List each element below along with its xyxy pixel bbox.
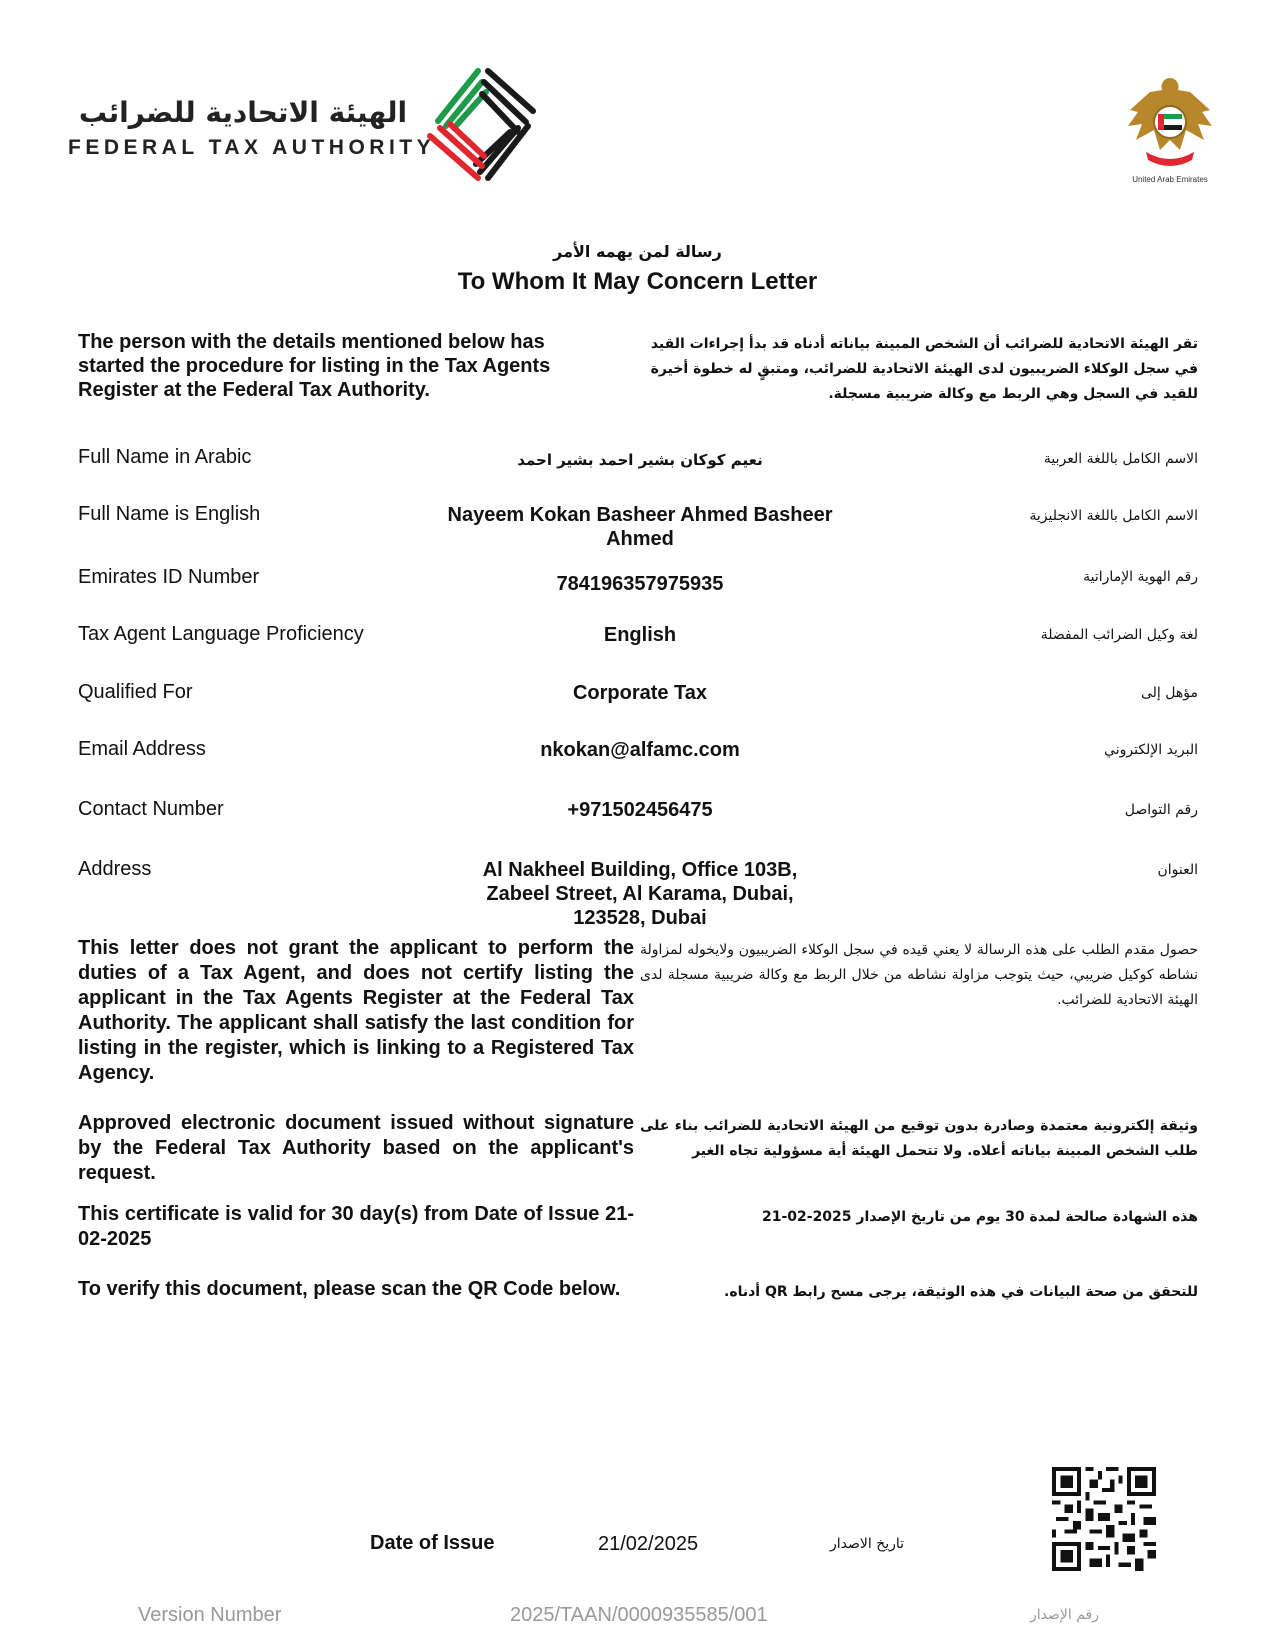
field-value-email: nkokan@alfamc.com xyxy=(540,739,740,761)
date-of-issue-label: Date of Issue xyxy=(370,1532,495,1554)
fta-star-logo-icon xyxy=(418,66,548,186)
field-label-address-ar: العنوان xyxy=(1157,862,1198,878)
validity-text-en: This certificate is valid for 30 day(s) from Date of Issue 21-02-2025 xyxy=(78,1203,634,1250)
uae-emblem xyxy=(1110,70,1230,200)
field-label-email: Email Address xyxy=(78,738,206,760)
version-number-label-ar: رقم الإصدار xyxy=(1030,1607,1099,1623)
field-label-language-ar: لغة وكيل الضرائب المفضلة xyxy=(1040,627,1198,643)
approved-text-en: Approved electronic document issued without signature by the Federal Tax Authority based on the applicant's request. xyxy=(78,1112,634,1184)
version-number-value: 2025/TAAN/0000935585/001 xyxy=(510,1604,768,1626)
field-value-name-en: Nayeem Kokan Basheer Ahmed Basheer Ahmed xyxy=(447,504,833,550)
field-value-address: Al Nakheel Building, Office 103B, Zabeel Street, Al Karama, Dubai, 123528, Dubai xyxy=(482,859,798,929)
verify-text-ar: للتحقق من صحة البيانات في هذه الوثيقة، يرجى مسح رابط QR أدناه. xyxy=(724,1284,1198,1300)
field-label-address: Address xyxy=(78,858,152,880)
field-label-qualified-for-ar: مؤهل إلى xyxy=(1141,685,1198,701)
field-value-language: English xyxy=(603,624,677,646)
title-ar: رسالة لمن يهمه الأمر xyxy=(553,242,722,261)
field-label-emirates-id-ar: رقم الهوية الإماراتية xyxy=(1083,569,1198,585)
intro-text-en: The person with the details mentioned below has started the procedure for listing in the Tax Agents Register at the Federal Tax Authority. xyxy=(78,331,551,401)
field-label-language: Tax Agent Language Proficiency xyxy=(78,623,364,645)
emblem-caption: United Arab Emirates xyxy=(1132,175,1208,184)
date-of-issue-label-ar: تاريخ الاصدار xyxy=(830,1536,905,1552)
field-label-name-ar-ar: الاسم الكامل باللغة العربية xyxy=(1043,451,1198,467)
field-label-qualified-for: Qualified For xyxy=(78,681,193,703)
disclaimer-text-ar: حصول مقدم الطلب على هذه الرسالة لا يعني قيده في سجل الوكلاء الضريبيون ولايخوله لمزاولة نشاطه كوكيل ضريبي، حيث يتوجب مزاولة نشاطه من خلال الربط مع وكالة ضريبية مسجلة لدى الهيئة الاتحادية للضرائب. xyxy=(640,942,1198,1008)
field-label-name-en: Full Name is English xyxy=(78,503,261,525)
validity-text-ar: هذه الشهادة صالحة لمدة 30 يوم من تاريخ الإصدار 2025-02-21 xyxy=(761,1209,1198,1225)
page-title: To Whom It May Concern Letter xyxy=(457,268,818,295)
field-value-contact: +971502456475 xyxy=(567,799,713,821)
field-label-name-en-ar: الاسم الكامل باللغة الانجليزية xyxy=(1029,508,1198,524)
eagle-emblem-icon xyxy=(1120,70,1220,170)
qr-code-icon[interactable] xyxy=(1052,1467,1156,1571)
field-value-name-ar: نعيم كوكان بشير احمد بشير احمد xyxy=(517,451,763,469)
verify-text-en: To verify this document, please scan the QR Code below. xyxy=(78,1278,621,1300)
field-label-contact: Contact Number xyxy=(78,798,224,820)
fta-logo xyxy=(68,66,568,196)
authority-name-en: FEDERAL TAX AUTHORITY xyxy=(68,136,436,159)
field-label-name-ar: Full Name in Arabic xyxy=(78,446,252,468)
field-label-contact-ar: رقم التواصل xyxy=(1124,802,1198,818)
authority-name-ar: الهيئة الاتحادية للضرائب xyxy=(78,96,408,129)
disclaimer-text-en: This letter does not grant the applicant to perform the duties of a Tax Agent, and does not certify listing the applicant in the Tax Agents Register at the Federal Tax Authority. The applicant shall satisfy the last condition for listing in the register, which is linking to a Registered Tax Agency. xyxy=(78,937,634,1084)
date-of-issue-value: 21/02/2025 xyxy=(598,1533,699,1555)
approved-text-ar: وثيقة إلكترونية معتمدة وصادرة بدون توقيع من الهيئة الاتحادية للضرائب بناء على طلب الشخص المبينة بياناته أعلاه. ولا تتحمل الهيئة أية مسؤولية تجاه الغير xyxy=(640,1118,1198,1159)
field-label-email-ar: البريد الإلكتروني xyxy=(1104,742,1198,758)
field-label-emirates-id: Emirates ID Number xyxy=(78,566,260,588)
field-value-qualified-for: Corporate Tax xyxy=(572,682,708,704)
intro-text-ar: تقر الهيئة الاتحادية للضرائب أن الشخص المبينة بياناته أدناه قد بدأ إجراءات القيد في سجل الوكلاء الضريبيون لدى الهيئة الاتحادية للضرائب، ومتبقٍ له خطوة أخيرة للقيد في السجل وهي الربط مع وكالة ضريبية مسجلة. xyxy=(650,336,1198,402)
version-number-label: Version Number xyxy=(138,1604,282,1626)
field-value-emirates-id: 784196357975935 xyxy=(556,573,724,595)
